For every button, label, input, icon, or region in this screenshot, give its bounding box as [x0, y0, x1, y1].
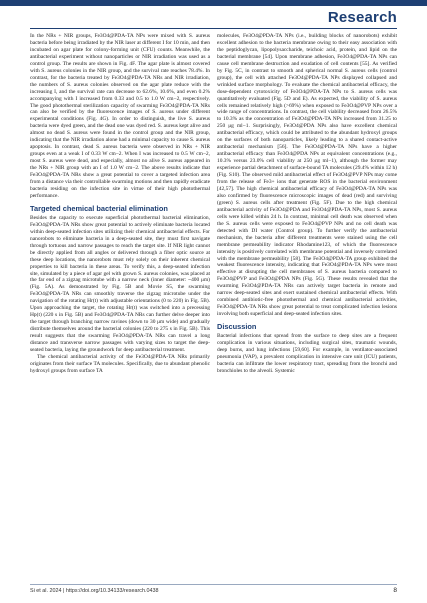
left-column [30, 33, 210, 375]
body-paragraph: In the NRs + NIR groups, Fe3O4@PDA-TA NPs were mixed with S. aureus bacteria before being irradiated by the NIR laser at different I for 10 min, and then incubated on agar plate for colony-forming unit (CFU) counts. Meanwhile, the antibacterial experiment without nanoparticles or NIR irradiation was used as a control group. The results are shown in Fig. 4F. The agar plate is almost covered with S. aureus colonies in the NIR group, and the survival rate reaches 78.4%. In contrast, for the bacteria treated by Fe3O4@PDA-TA NRs and NIR irradiation, the numbers of S. aureus colonies observed on the agar plate reduce with the increasing I, and the survival rate can decrease to 62.6%, 10.6%, and even 0.2% accompanying with I increased from 0.33 and 0.5 to 1.0 W cm−2, respectively. The good photothermal sterilization capacity of swarming Fe3O4@PDA-TA NRs can also be verified by the fluorescence images of S. aureus under different experimental conditions (Fig. 4G). In order to distinguish, the live S. aureus bacteria were dyed green, and the dead one was dyed red. S. aureus kept alive and almost no dead S. aureus were found in the control group and the NIR group, indicating that the NIR irradiation alone had a minimal capacity to cause S. aureus apoptosis. In contrast, dead S. aureus bacteria were observed in NRs + NIR groups even at a weak I of 0.33 W cm−2. When I was increased to 0.5 W cm−2, most S. aureus were dead, and especially, almost no alive S. aureus appeared in the NRs + NIR group with an I of 1.0 W cm−2. The above results indicate that Fe3O4@PDA-TA NRs show a great potential to cover a targeted infection area from a distance via their controllable swarming motions and then rapidly eradicate bacteria residing on the infection site in virtue of their high photothermal performance. [30, 33, 210, 199]
body-paragraph: Bacterial infections that spread from the surface to deep sites are a frequent complication in various situations, including surgical sites, traumatic wounds, deep burns, and lung infections [59,60]. For example, in ventilator-associated pneumonia (VAP), a prevalent complication in intensive care unit (ICU) patients, bacteria can infiltrate the lower respiratory tract, spreading from the bronchi and bronchioles to the alveoli. Systemic [217, 333, 397, 374]
header-rule [30, 28, 397, 29]
body-paragraph: The chemical antibacterial activity of the Fe3O4@PDA-TA NRs primarily originates from their surface TA molecules. Specifically, due to abundant phenolic hydroxyl groups from surface TA [30, 353, 210, 374]
right-column [217, 33, 397, 375]
page-number: 8 [393, 587, 397, 594]
journal-top-bar [0, 0, 427, 6]
footer-citation: Si et al. 2024 | https://doi.org/10.34133/research.0438 [30, 588, 159, 594]
section-heading: Discussion [217, 322, 257, 332]
footer-rule [30, 584, 397, 585]
body-paragraph: molecules, Fe3O4@PDA-TA NPs (i.e., building blocks of nanorobots) exhibit excellent adhesion to the bacteria membrane owing to their easy association with the peptidoglycan, lipopolysaccharide, teichoic acid, protein, and lipid on the bacterial membrane [54]. Upon membrane adhesion, Fe3O4@PDA-TA NPs can cause cell membrane destruction and exudation of cell contents [55]. As verified by Fig. 5C, in contrast to smooth and spherical normal S. aureus cells (control group), the cell with attached Fe3O4@PDA-TA NPs displayed collapsed and wrinkled surface morphology. To evaluate the chemical antibacterial efficacy, the dose-dependent cytotoxicity of Fe3O4@PDA-TA NPs to S. aureus cells was quantitatively evaluated (Fig. 5D and E). As expected, the viability of S. aureus cells remained relatively high (>69%) when exposed to Fe3O4@PVP NPs over a wide range of concentrations. In contrast, the cell viability decreased from 26.5% to 10.3% as the concentration of Fe3O4@PDA-TA NPs increased from 31.25 to 250 μg ml−1. Surprisingly, Fe3O4@PDA NPs also have excellent chemical antibacterial efficacy, which could be attributed to the abundant hydroxyl groups on the surfaces of both nanoparticles, likely leading to a shared contact-active antibacterial mechanism [56]. The Fe3O4@PDA-TA NPs have a higher antibacterial efficacy than Fe3O4@PDA NPs at equivalent concentrations (e.g., 10.3% versus 23.0% cell viability at 250 μg ml−1), although the former may experience partial detachment of surface-bound TA molecules (29.4% within 12 h) (Fig. S10). The observed mild antibacterial effect of Fe3O4@PVP NPs may come from the release of Fe3+ ions that generate ROS in the bacterial environment [42,57]. The high chemical antibacterial efficacy of Fe3O4@PDA-TA NPs was also confirmed by fluorescence microscopic images of dead (red) and surviving (green) S. aureus cells after treatment (Fig. 5F). Due to the high chemical antibacterial activity of Fe3O4@PDA and Fe3O4@PDA-TA NPs, most S. aureus cells were killed within 24 h. In contrast, minimal cell death was observed when the S. aureus cells were exposed to Fe3O4@PVP NPs and no cell death was detected with DI water (Control group). To further verify the antibacterial mechanism, the bacteria after different treatments were stained using the cell membrane permeability indicator Rhodamine123, of which the fluorescence intensity is positively correlated with membrane potential and inversely correlated with the membrane permeability [58]. The Fe3O4@PDA-TA group exhibited the weakest fluorescence intensity, indicating that Fe3O4@PDA-TA NPs were most effective at disrupting the cell membranes of S. aureus bacteria compared to Fe3O4@PVP and Fe3O4@PDA NPs (Fig. 5G). These results revealed that the swarming Fe3O4@PDA-TA NRs can actively target bacteria in remote and narrow deep-seated sites and exert sustained chemical antibacterial effects. With combined antibiotic-free photothermal and chemical antibacterial activities, Fe3O4@PDA-TA NRs show great potential to treat complicated infection lesions involving both superficial and deep-seated infection sites. [217, 33, 397, 318]
section-heading: Targeted chemical bacterial elimination [30, 203, 168, 213]
body-paragraph: Besides the capacity to execute superficial photothermal bacterial elimination, Fe3O4@PDA-TA NRs show great potential to actively eliminate bacteria located within deep-seated infection sites utilizing their chemical antibacterial effects. For nanorobots to eliminate bacteria in a deep-seated site, they must first navigate through tortuous and narrow passages to reach the target site. If NIR light cannot be directly applied from all angles or delivered through a fiber optic source at these deep locations, the nanorobots must rely solely on their inherent chemical properties to kill bacteria in these areas. To verify this, a deep-seated infection site, simulated by a piece of agar gel with grown S. aureus colonies, was placed at the far end of a zigzag microtube with a narrow neck (inner diameter: ~400 μm) (Fig. 5A). As demonstrated by Fig. 5B and Movie S5, the swarming Fe3O4@PDA-TA NRs can smoothly traverse the zigzag microtube under the navigation of the rotating Hr(t) with adjustable orientations (0 to 220) in Fig. 5B). Upon approaching the target, the rotating Hr(t) was switched into a precessing Hp(t) (220 s in Fig. 5B) and Fe3O4@PDA-TA NRs can further delve deeper into the target through branching narrow ravines (down to 30 μm wide) and gradually distribute themselves around the bacterial colonies (220 to 275 s in Fig. 5B). This result suggests that the swarming Fe3O4@PDA-TA NRs can travel a long distance and transverse narrow passages with varying sizes to target the deep-seated bacteria, laying the groundwork for deep antibacterial treatment. [30, 214, 210, 353]
journal-name: Research [327, 9, 397, 26]
